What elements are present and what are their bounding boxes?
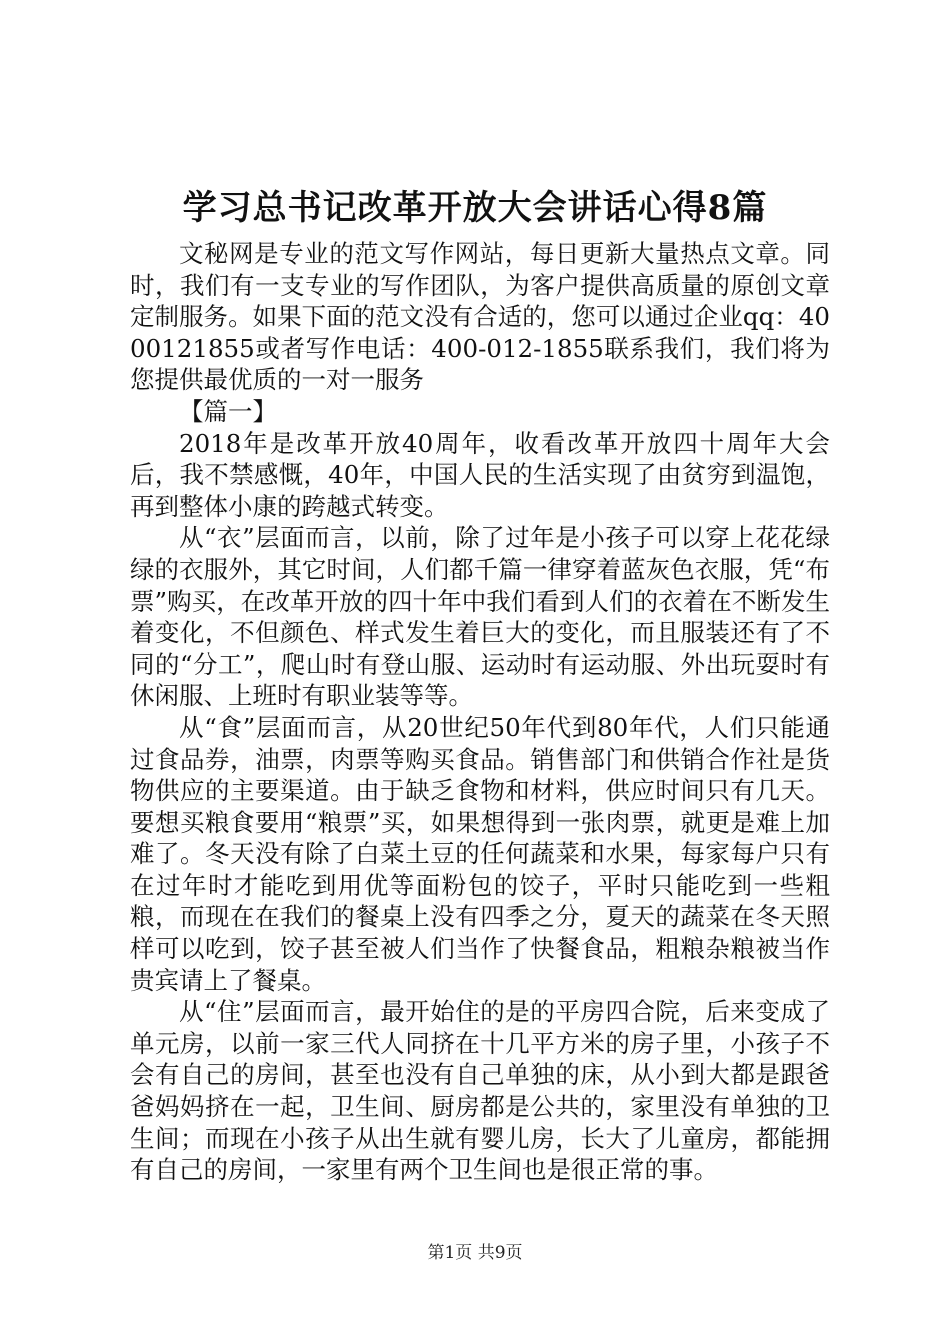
body-paragraph: 从“住”层面而言，最开始住的是的平房四合院，后来变成了单元房，以前一家三代人同挤在十几平方米的房子里，小孩子不会有自己的房间，甚至也没有自己单独的床，从小到大都是跟爸爸妈妈挤在一起，卫生间、厨房都是公共的，家里没有单独的卫生间；而现在小孩子从出生就有婴儿房，长大了儿童房，都能拥有自己的房间，一家里有两个卫生间也是很正常的事。 <box>130 997 830 1185</box>
document-title: 学习总书记改革开放大会讲话心得8篇 <box>182 188 768 228</box>
page-number-footer: 第1页 共9页 <box>427 1243 523 1263</box>
body-paragraph: 从“食”层面而言，从20世纪50年代到80年代，人们只能通过食品券，油票，肉票等购买食品。销售部门和供销合作社是货物供应的主要渠道。由于缺乏食物和材料，供应时间只有几天。要想买粮食要用“粮票”买，如果想得到一张肉票，就更是难上加难了。冬天没有除了白菜土豆的任何蔬菜和水果，每家每户只有在过年时才能吃到用优等面粉包的饺子，平时只能吃到一些粗粮，而现在在我们的餐桌上没有四季之分，夏天的蔬菜在冬天照样可以吃到，饺子甚至被人们当作了快餐食品，粗粮杂粮被当作贵宾请上了餐桌。 <box>130 712 830 995</box>
body-paragraph: 从“衣”层面而言，以前，除了过年是小孩子可以穿上花花绿绿的衣服外，其它时间，人们都千篇一律穿着蓝灰色衣服，凭“布票”购买，在改革开放的四十年中我们看到人们的衣着在不断发生着变化，不但颜色、样式发生着巨大的变化，而且服装还有了不同的“分工”，爬山时有登山服、运动时有运动服、外出玩耍时有休闲服、上班时有职业装等等。 <box>130 523 830 711</box>
section-heading: 【篇一】 <box>179 396 277 426</box>
document-body <box>130 238 830 1186</box>
body-paragraph: 2018年是改革开放40周年，收看改革开放四十周年大会后，我不禁感慨，40年，中国人民的生活实现了由贫穷到温饱，再到整体小康的跨越式转变。 <box>130 428 830 521</box>
intro-paragraph: 文秘网是专业的范文写作网站，每日更新大量热点文章。同时，我们有一支专业的写作团队，为客户提供高质量的原创文章定制服务。如果下面的范文没有合适的，您可以通过企业qq：4000121855或者写作电话：400-012-1855联系我们，我们将为您提供最优质的一对一服务 <box>130 239 830 395</box>
